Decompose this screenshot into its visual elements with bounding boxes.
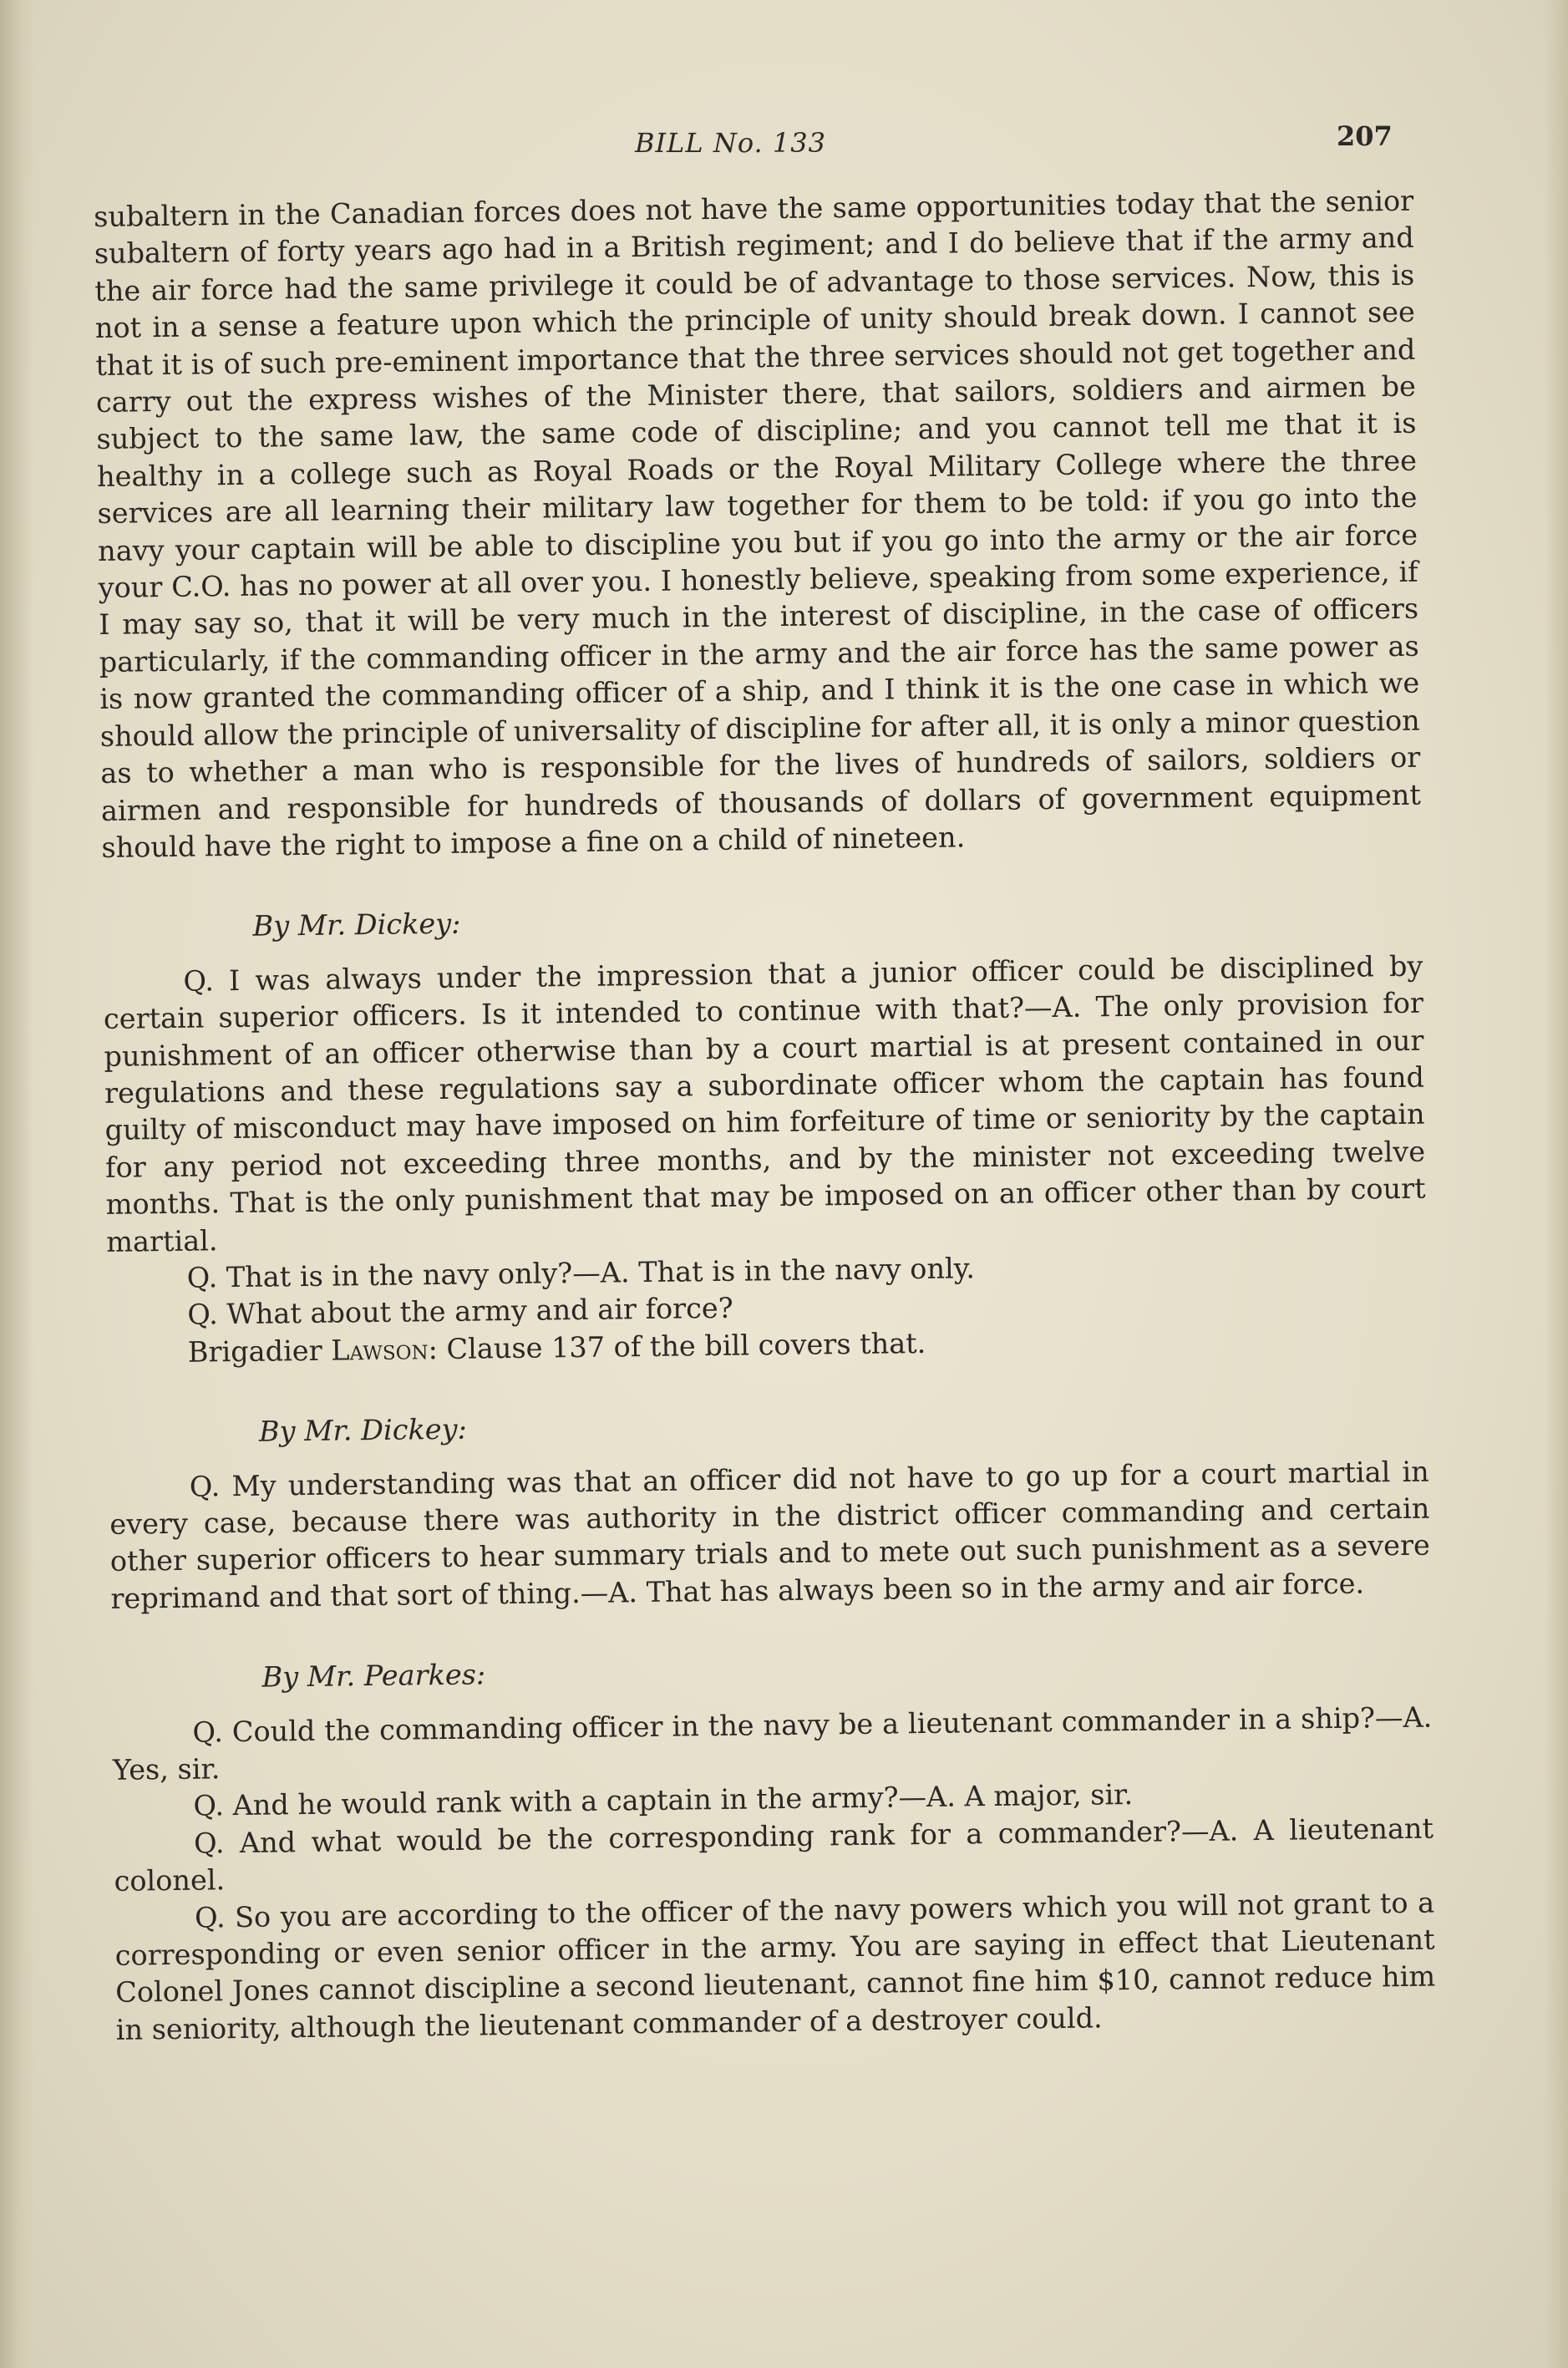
speaker-statement-text: Clause 137 of the bill covers that.	[446, 1326, 926, 1365]
speaker-colon: :	[428, 1332, 439, 1365]
page-header	[0, 0, 1568, 167]
speaker-heading-pearkes: By Mr. Pearkes:	[261, 1658, 486, 1694]
speaker-rank: Brigadier	[187, 1334, 332, 1369]
question-answer-paragraph: Q. And what would be the corresponding rank for a commander?—A. A lieutenant colonel.	[114, 1812, 1434, 1898]
speaker-heading-dickey: By Mr. Dickey:	[258, 1412, 468, 1448]
running-head: BILL No. 133	[635, 127, 826, 159]
question-answer-paragraph: Q. Could the commanding officer in the navy be a lieutenant commander in a ship?—A. Yes, sir.	[112, 1700, 1433, 1786]
question-answer-paragraph: Q. And he would rank with a captain in the army?—A. A major, sir.	[193, 1778, 1134, 1823]
page-edge-right	[1545, 0, 1568, 2368]
page-body	[94, 183, 1436, 2049]
page-edge-left	[0, 0, 33, 2368]
page-number: 207	[1337, 120, 1393, 152]
paragraph-continuation: subaltern in the Canadian forces does not have the same opportunities today that the senior subaltern of forty years ago had in a British regiment; and I do believe that if the army and the air force had the same privilege it could be of advantage to those services. Now, this is not in a sense a feature upon which the principle of unity should break down. I cannot see that it is of such pre-eminent importance that the three services should not get together and carry out the express wishes of the Minister there, that sailors, soldiers and airmen be subject to the same law, the same code of discipline; and you cannot tell me that it is healthy in a college such as Royal Roads or the Royal Military College where the three services are all learning their military law together for them to be told: if you go into the navy your captain will be able to discipline you but if you go into the army or the air force your C.O. has no power at all over you. I honestly believe, speaking from some experience, if I may say so, that it will be very much in the interest of discipline, in the case of officers particularly, if the commanding officer in the army and the air force has the same power as is now granted the commanding officer of a ship, and I think it is the one case in which we should allow the principle of universality of discipline for after all, it is only a minor question as to whether a man who is responsible for the lives of hundreds of sailors, soldiers or airmen and responsible for hundreds of thousands of dollars of government equipment should have the right to impose a fine on a child of nineteen.	[94, 184, 1422, 864]
speaker-name: Lawson	[331, 1332, 429, 1367]
question-paragraph: Q. What about the army and air force?	[187, 1292, 733, 1332]
question-answer-paragraph: Q. My understanding was that an officer did not have to go up for a court martial in every case, because there was authority in the district officer commanding and certain other superior officers to hear summary trials and to mete out such punishment as a severe reprimand and that sort of thing.—A. That has always been so in the army and air force.	[109, 1455, 1431, 1615]
question-paragraph: Q. So you are according to the officer of the navy powers which you will not grant to a corresponding or even senior officer in the army. You are saying in effect that Lieutenant Colonel Jones cannot discipline a second lieutenant, cannot fine him $10, cannot reduce him in seniority, although the lieutenant commander of a destroyer could.	[114, 1886, 1436, 2046]
speaker-heading-dickey: By Mr. Dickey:	[252, 907, 461, 943]
question-answer-paragraph: Q. That is in the navy only?—A. That is in the navy only.	[186, 1252, 976, 1294]
question-answer-paragraph: Q. I was always under the impression that a junior officer could be disciplined by certain superior officers. Is it intended to continue with that?—A. The only provision for punishment of an officer otherwise than by a court martial is at present contained in our regulations and these regulations say a subordinate officer whom the captain has found guilty of misconduct may have imposed on him forfeiture of time or seniority by the captain for any period not exceeding three months, and by the minister not exceeding twelve months. That is the only punishment that may be imposed on an officer other than by court martial.	[103, 949, 1426, 1258]
